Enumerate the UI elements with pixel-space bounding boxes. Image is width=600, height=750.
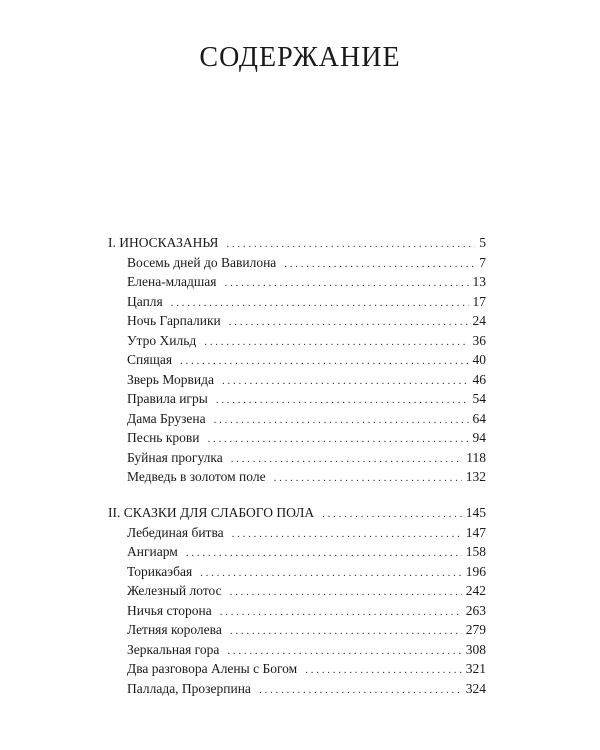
toc-entry-page-number: 13: [472, 274, 486, 289]
toc-entry-page-number: 24: [472, 313, 486, 328]
toc-entry: [127, 253, 486, 273]
toc-section-heading: [108, 503, 486, 523]
toc-entry: [127, 389, 486, 409]
toc-entry-title: Утро Хильд: [127, 332, 197, 348]
toc-section-heading-page-number: 145: [465, 505, 486, 520]
toc-entry-title: Торикаэбая: [127, 563, 193, 579]
dot-leader: [207, 429, 468, 449]
dot-leader: [232, 524, 462, 544]
dot-leader: [231, 449, 463, 469]
toc-entry: [127, 428, 486, 448]
toc-entry-title: Ночь Гарпалики: [127, 313, 221, 328]
toc-entry: [127, 542, 486, 562]
toc-entry: [127, 601, 486, 621]
toc-section-heading: [108, 233, 486, 253]
toc-entry-page-number: 40: [472, 352, 486, 367]
dot-leader: [305, 660, 462, 680]
dot-leader: [171, 293, 469, 313]
toc-entry-title: Восемь дней до Вавилона: [127, 254, 277, 270]
toc-entry-page-number: 118: [466, 449, 486, 465]
dot-leader: [230, 621, 462, 641]
toc-entry-title: Зеркальная гора: [127, 641, 220, 657]
toc-entry-page-number: 263: [465, 602, 486, 618]
dot-leader: [214, 410, 469, 430]
toc-entry-page-number: 54: [472, 391, 486, 406]
toc-entry-title: Елена-младшая: [127, 274, 217, 289]
toc-entry-page-number: 324: [465, 680, 486, 696]
toc-entry: [127, 620, 486, 640]
dot-leader: [220, 602, 462, 622]
dot-leader: [259, 680, 462, 700]
toc-entry-title: Дама Брузена: [127, 410, 206, 426]
toc-entry-title: Летняя королева: [127, 622, 222, 637]
toc-entry: [127, 679, 486, 699]
toc-section-heading-title: I. ИНОСКАЗАНЬЯ: [108, 235, 219, 250]
toc-section-heading-page-number: 5: [479, 235, 486, 250]
dot-leader: [229, 312, 469, 332]
toc-entry-page-number: 17: [472, 293, 486, 309]
toc-entry: [127, 409, 486, 429]
toc-entry-page-number: 132: [465, 469, 486, 484]
toc-entry-page-number: 147: [465, 524, 486, 540]
toc-entry-title: Буйная прогулка: [127, 449, 223, 465]
toc-entry-page-number: 279: [465, 622, 486, 637]
toc-entry-page-number: 36: [472, 332, 486, 348]
toc-entry: [127, 272, 486, 292]
toc-entry: [127, 350, 486, 370]
dot-leader: [216, 390, 469, 410]
toc-entry: [127, 581, 486, 601]
toc-entry: [127, 562, 486, 582]
toc-entry-title: Два разговора Алены с Богом: [127, 661, 298, 676]
toc-entry-title: Зверь Морвида: [127, 371, 214, 387]
toc-section-heading-title: II. СКАЗКИ ДЛЯ СЛАБОГО ПОЛА: [108, 505, 315, 520]
toc-entry-title: Паллада, Прозерпина: [127, 680, 251, 696]
toc-entry-title: Ничья сторона: [127, 602, 212, 618]
toc-entry: [127, 659, 486, 679]
toc-entry-page-number: 94: [472, 430, 486, 445]
toc-entry-title: Медведь в золотом поле: [127, 469, 266, 484]
toc-entry-title: Цапля: [127, 293, 163, 309]
toc-entry: [127, 467, 486, 487]
toc-entry-page-number: 46: [472, 371, 486, 387]
dot-leader: [227, 641, 461, 661]
dot-leader: [230, 582, 462, 602]
dot-leader: [284, 254, 475, 274]
toc-entry-page-number: 321: [465, 661, 486, 676]
toc-entry-title: Лебединая битва: [127, 524, 224, 540]
toc-entry: [127, 370, 486, 390]
dot-leader: [322, 504, 462, 524]
dot-leader: [200, 563, 462, 583]
dot-leader: [274, 468, 462, 488]
toc-entry-page-number: 7: [479, 254, 486, 270]
dot-leader: [222, 371, 469, 391]
dot-leader: [186, 543, 462, 563]
toc-entry: [127, 311, 486, 331]
toc-entry: [127, 640, 486, 660]
toc-entry-title: Железный лотос: [127, 583, 222, 598]
toc-entry: [127, 523, 486, 543]
toc-entry: [127, 448, 486, 468]
toc-entry-page-number: 64: [472, 410, 486, 426]
toc-entry-page-number: 196: [465, 563, 486, 579]
page-title: СОДЕРЖАНИЕ: [199, 42, 401, 73]
toc-entry-title: Правила игры: [127, 391, 208, 406]
dot-leader: [226, 234, 475, 254]
toc-entry-page-number: 242: [465, 583, 486, 598]
dot-leader: [180, 351, 468, 371]
toc-entry-title: Песнь крови: [127, 430, 200, 445]
dot-leader: [204, 332, 468, 352]
toc-entry-title: Спящая: [127, 352, 173, 367]
dot-leader: [224, 273, 468, 293]
toc-entry: [127, 331, 486, 351]
toc-entry-page-number: 308: [465, 641, 486, 657]
toc-entry-title: Ангиарм: [127, 544, 178, 559]
toc-entry: [127, 292, 486, 312]
toc-entry-page-number: 158: [465, 544, 486, 559]
